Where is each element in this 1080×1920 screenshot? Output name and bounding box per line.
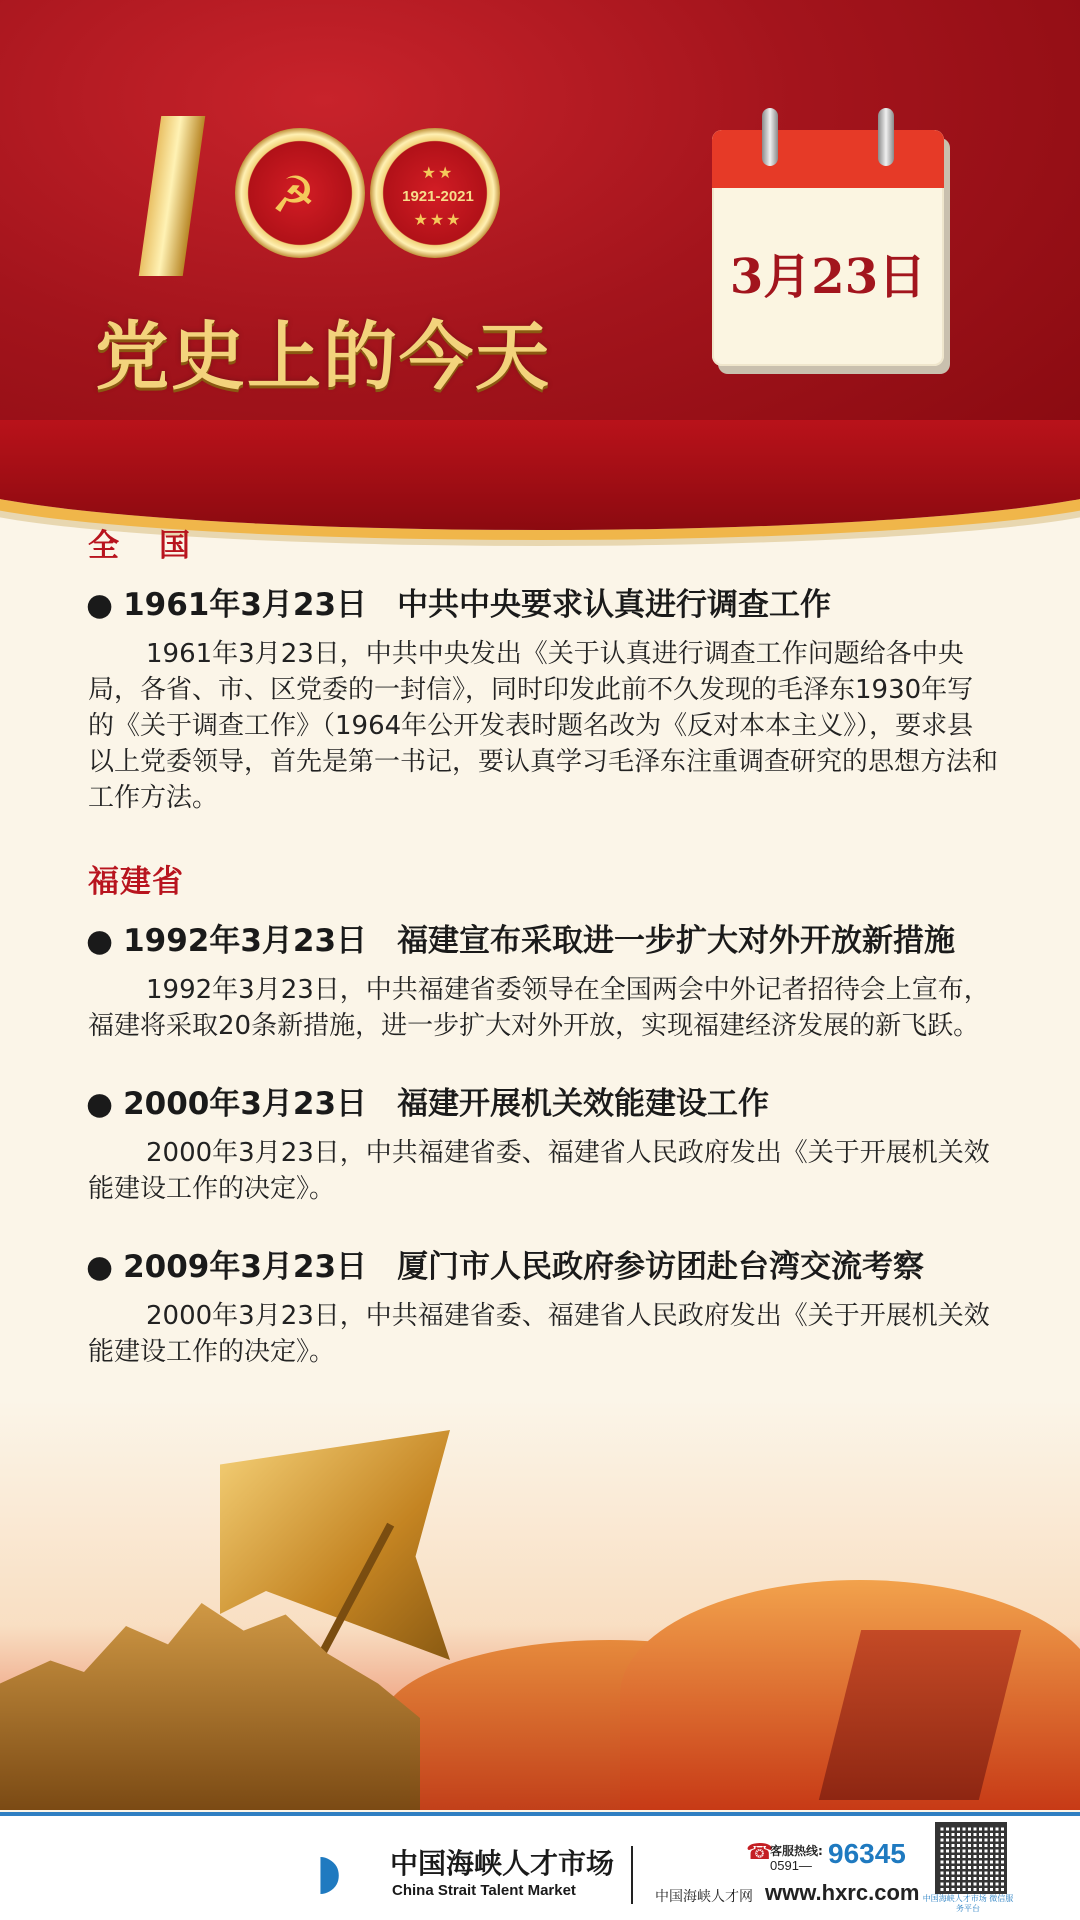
monument-artwork xyxy=(0,1400,1080,1810)
event-date: 1961年3月23日 xyxy=(123,587,368,623)
bullet-icon: ● xyxy=(86,1249,114,1285)
hotline-label: 客服热线: xyxy=(770,1844,823,1858)
brand-name-cn: 中国海峡人才市场 xyxy=(390,1847,615,1880)
qr-code-icon[interactable] xyxy=(935,1822,1007,1894)
phone-icon: ☎ xyxy=(746,1840,774,1865)
logo-digit-one xyxy=(139,116,205,276)
calendar-header xyxy=(712,130,944,188)
logo-stars-top: ★★ xyxy=(421,163,455,182)
region-heading-fujian: 福建省 xyxy=(88,864,184,900)
qr-caption: 中国海峡人才市场 微信服务平台 xyxy=(922,1894,1014,1913)
event-headline: 厦门市人民政府参访团赴台湾交流考察 xyxy=(397,1249,925,1285)
calendar-ring-left xyxy=(762,108,778,166)
hotline-number[interactable]: 96345 xyxy=(828,1838,906,1869)
site-name: 中国海峡人才网 xyxy=(655,1889,753,1905)
event-body: 1961年3月23日，中共中央发出《关于认真进行调查工作问题给各中央局，各省、市、区党委的一封信》，同时印发此前不久发现的毛泽东1930年写的《关于调查工作》（1964年公开发表时题名改为《反对本本主义》），要求县以上党委领导，首先是第一书记，要认真学习毛泽东注重调查研究的思想方法和工作方法。 xyxy=(88,639,999,813)
event-headline: 福建宣布采取进一步扩大对外开放新措施 xyxy=(397,923,956,959)
event-body: 1992年3月23日，中共福建省委领导在全国两会中外记者招待会上宣布，福建将采取20条新措施，进一步扩大对外开放，实现福建经济发展的新飞跃。 xyxy=(88,975,990,1041)
event-date: 1992年3月23日 xyxy=(123,923,368,959)
bullet-icon: ● xyxy=(86,587,114,623)
event-body: 2000年3月23日，中共福建省委、福建省人民政府发出《关于开展机关效能建设工作的决定》。 xyxy=(88,1138,990,1204)
footer-divider xyxy=(631,1846,633,1904)
region-heading-national: 全国 xyxy=(88,528,230,564)
calendar-ring-right xyxy=(878,108,894,166)
calendar-icon xyxy=(712,130,944,366)
event-headline: 福建开展机关效能建设工作 xyxy=(397,1086,770,1122)
brand-logo-icon: ◗ xyxy=(316,1844,342,1900)
header-wave-divider xyxy=(0,420,1080,530)
calendar-date: 3月23日 xyxy=(729,249,927,305)
site-url-link[interactable]: www.hxrc.com xyxy=(765,1880,920,1905)
event-headline: 中共中央要求认真进行调查工作 xyxy=(397,587,832,623)
event-title xyxy=(86,1078,998,1123)
content-area xyxy=(88,520,998,1370)
event-body: 2000年3月23日，中共福建省委、福建省人民政府发出《关于开展机关效能建设工作的决定》。 xyxy=(88,1301,990,1367)
brand-name-en: China Strait Talent Market xyxy=(392,1882,576,1899)
logo-years: 1921-2021 xyxy=(402,188,474,205)
hammer-sickle-icon: ☭ xyxy=(271,166,316,224)
bullet-icon: ● xyxy=(86,923,114,959)
soldier-statue xyxy=(0,1400,460,1810)
footer-bar xyxy=(0,1812,1080,1920)
event-title xyxy=(86,1241,998,1286)
centenary-logo xyxy=(140,108,520,278)
page-title: 党史上的今天 xyxy=(95,314,551,400)
logo-stars-bottom: ★★★ xyxy=(413,210,463,229)
header-banner xyxy=(0,0,1080,500)
bullet-icon: ● xyxy=(86,1086,114,1122)
event-title xyxy=(86,579,998,624)
event-title xyxy=(86,915,998,960)
event-date: 2000年3月23日 xyxy=(123,1086,368,1122)
hotline-area-code: 0591— xyxy=(770,1858,812,1873)
event-date: 2009年3月23日 xyxy=(123,1249,368,1285)
